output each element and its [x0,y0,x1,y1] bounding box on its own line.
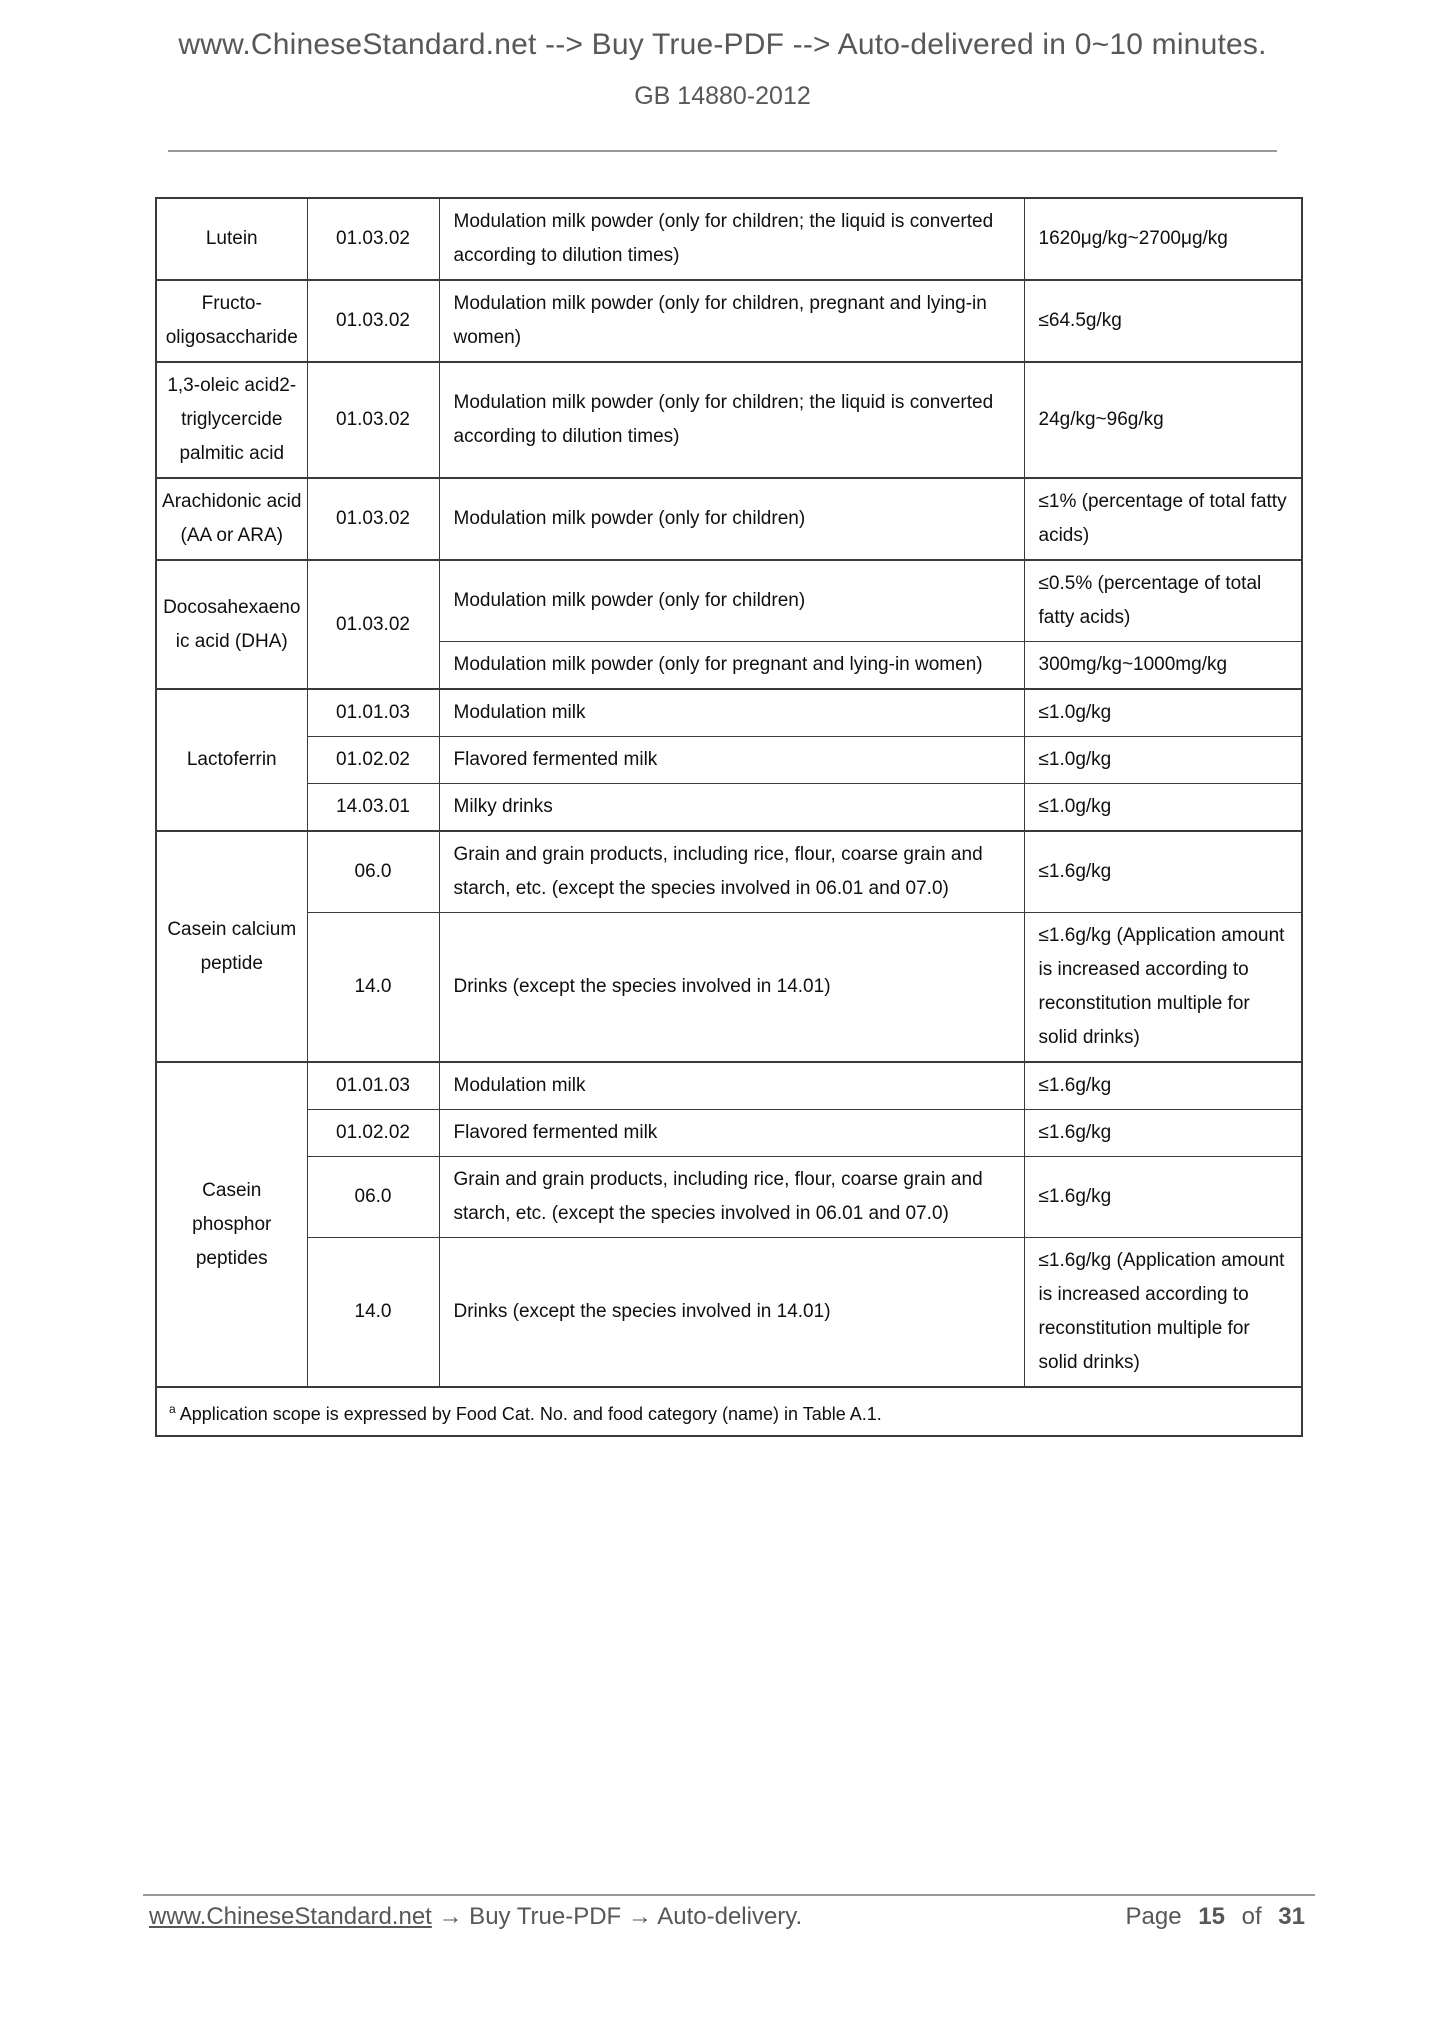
additives-table [155,197,1303,1437]
food-category-number-cell: 14.0 [307,1238,439,1388]
table-row [156,689,1302,737]
substance-name-cell: Docosahexaenoic acid (DHA) [156,560,307,689]
header-banner-text: www.ChineseStandard.net --> Buy True-PDF --> Auto-delivered in 0~10 minutes. [178,28,1267,61]
application-scope-cell: Flavored fermented milk [439,1110,1024,1157]
substance-name-cell: Arachidonic acid (AA or ARA) [156,478,307,560]
substance-name-cell: Lactoferrin [156,689,307,831]
usage-amount-cell: ≤1.0g/kg [1024,737,1302,784]
page-indicator [1126,1903,1306,1931]
application-scope-cell: Modulation milk powder (only for children; the liquid is converted according to dilution times) [439,362,1024,478]
usage-amount-cell: ≤1.6g/kg [1024,1157,1302,1238]
table-row [156,478,1302,560]
application-scope-cell: Modulation milk powder (only for children, pregnant and lying-in women) [439,280,1024,362]
of-label: of [1241,1903,1262,1930]
usage-amount-cell: ≤1.0g/kg [1024,784,1302,832]
footer-promo-text: → Buy True-PDF → Auto-delivery. [431,1903,803,1930]
food-category-number-cell: 01.03.02 [307,362,439,478]
footer-promo [149,1903,802,1931]
usage-amount-cell: ≤1.6g/kg [1024,831,1302,913]
footnote-marker: a [169,1402,176,1416]
usage-amount-cell: 24g/kg~96g/kg [1024,362,1302,478]
application-scope-cell: Modulation milk powder (only for children) [439,560,1024,642]
food-category-number-cell: 14.03.01 [307,784,439,832]
application-scope-cell: Modulation milk powder (only for children) [439,478,1024,560]
application-scope-cell: Modulation milk [439,1062,1024,1110]
table-row [156,784,1302,832]
table-row [156,1157,1302,1238]
application-scope-cell: Drinks (except the species involved in 14.01) [439,1238,1024,1388]
document-number: GB 14880-2012 [634,82,811,110]
usage-amount-cell: ≤1% (percentage of total fatty acids) [1024,478,1302,560]
food-category-number-cell: 01.02.02 [307,737,439,784]
food-category-number-cell: 01.02.02 [307,1110,439,1157]
table-row [156,1062,1302,1110]
food-category-number-cell: 01.03.02 [307,478,439,560]
page-current: 15 [1198,1903,1225,1930]
table-row [156,362,1302,478]
substance-name-cell: Casein phosphor peptides [156,1062,307,1387]
usage-amount-cell: ≤1.0g/kg [1024,689,1302,737]
footnote-text: Application scope is expressed by Food Cat. No. and food category (name) in Table A.1. [179,1404,882,1424]
usage-amount-cell: ≤64.5g/kg [1024,280,1302,362]
food-category-number-cell: 01.03.02 [307,560,439,689]
table-row [156,831,1302,913]
application-scope-cell: Modulation milk [439,689,1024,737]
usage-amount-cell: ≤1.6g/kg [1024,1062,1302,1110]
usage-amount-cell: ≤1.6g/kg (Application amount is increased according to reconstitution multiple for solid drinks) [1024,913,1302,1063]
substance-name-cell: Fructo-oligosaccharide [156,280,307,362]
table-row [156,913,1302,1063]
table-row [156,1238,1302,1388]
application-scope-cell: Modulation milk powder (only for pregnant and lying-in women) [439,642,1024,690]
page-footer [149,1903,1305,1931]
usage-amount-cell: ≤1.6g/kg (Application amount is increased according to reconstitution multiple for solid drinks) [1024,1238,1302,1388]
usage-amount-cell: ≤0.5% (percentage of total fatty acids) [1024,560,1302,642]
food-category-number-cell: 01.01.03 [307,1062,439,1110]
food-category-number-cell: 06.0 [307,1157,439,1238]
usage-amount-cell: ≤1.6g/kg [1024,1110,1302,1157]
application-scope-cell: Milky drinks [439,784,1024,832]
food-category-number-cell: 01.01.03 [307,689,439,737]
application-scope-cell: Grain and grain products, including rice, flour, coarse grain and starch, etc. (except the species involved in 06.01 and 07.0) [439,831,1024,913]
application-scope-cell: Grain and grain products, including rice, flour, coarse grain and starch, etc. (except the species involved in 06.01 and 07.0) [439,1157,1024,1238]
footer-site-link[interactable]: www.ChineseStandard.net [149,1903,432,1930]
food-category-number-cell: 01.03.02 [307,280,439,362]
table-footnote-cell [156,1387,1302,1436]
table-row [156,737,1302,784]
footer-divider [143,1894,1315,1896]
food-category-number-cell: 14.0 [307,913,439,1063]
usage-amount-cell: 300mg/kg~1000mg/kg [1024,642,1302,690]
page-total: 31 [1278,1903,1305,1930]
table-row [156,198,1302,280]
application-scope-cell: Modulation milk powder (only for children; the liquid is converted according to dilution times) [439,198,1024,280]
substance-name-cell: 1,3-oleic acid2-triglycercide palmitic acid [156,362,307,478]
substance-name-cell: Casein calcium peptide [156,831,307,1062]
table-row [156,1110,1302,1157]
application-scope-cell: Flavored fermented milk [439,737,1024,784]
table-footnote-row [156,1387,1302,1436]
application-scope-cell: Drinks (except the species involved in 14.01) [439,913,1024,1063]
table-row [156,280,1302,362]
food-category-number-cell: 06.0 [307,831,439,913]
header-divider [168,150,1277,152]
usage-amount-cell: 1620μg/kg~2700μg/kg [1024,198,1302,280]
food-category-number-cell: 01.03.02 [307,198,439,280]
page-label: Page [1125,1903,1182,1930]
table-row [156,560,1302,642]
substance-name-cell: Lutein [156,198,307,280]
